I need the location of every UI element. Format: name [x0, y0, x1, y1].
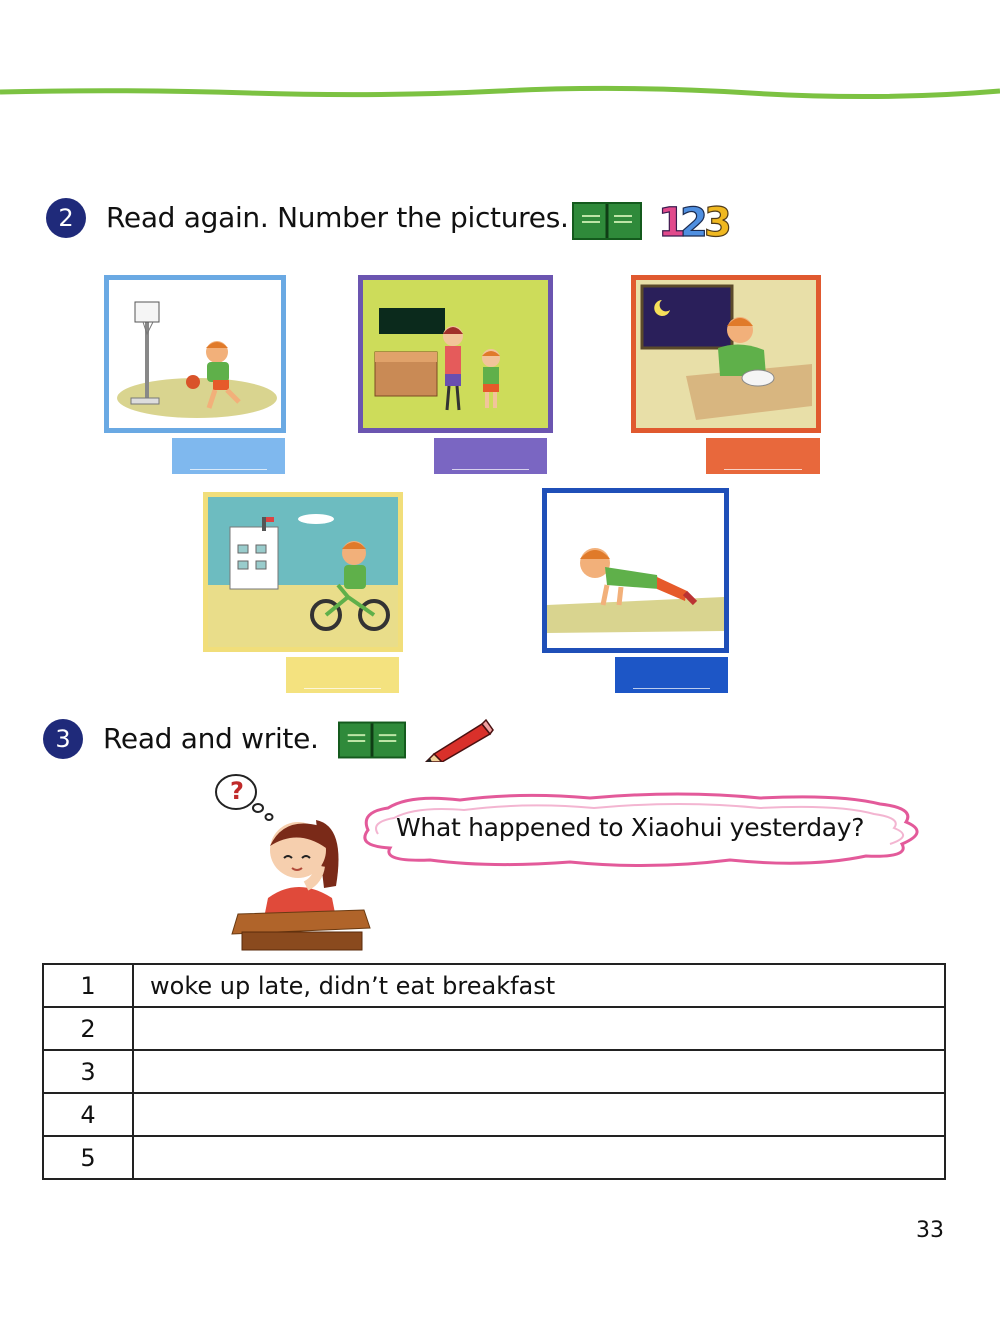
- pencil-icon: [424, 716, 494, 762]
- picture-classroom: [358, 275, 553, 433]
- section-3-number: 3: [43, 719, 83, 759]
- table-row: [43, 964, 945, 1007]
- answer-cell[interactable]: [133, 1050, 945, 1093]
- svg-text:2: 2: [680, 200, 708, 242]
- row-number: 2: [43, 1007, 133, 1050]
- section-2-title: Read again. Number the pictures.: [106, 201, 569, 234]
- number-box-5[interactable]: [615, 657, 728, 693]
- number-box-1[interactable]: [172, 438, 285, 474]
- answer-cell[interactable]: [133, 1093, 945, 1136]
- table-row: [43, 1007, 945, 1050]
- picture-riding-bike: [203, 492, 403, 652]
- top-green-divider: [0, 84, 1000, 100]
- row-number: 4: [43, 1093, 133, 1136]
- page-number: 33: [916, 1218, 944, 1243]
- picture-eating-at-night: [631, 275, 821, 433]
- book-icon: [572, 202, 642, 240]
- book-icon: [338, 721, 406, 759]
- svg-text:1: 1: [658, 200, 686, 242]
- answer-cell[interactable]: [133, 1007, 945, 1050]
- answer-cell[interactable]: woke up late, didn’t eat breakfast: [133, 964, 945, 1007]
- section-2-number: 2: [46, 198, 86, 238]
- number-box-4[interactable]: [286, 657, 399, 693]
- answer-cell[interactable]: [133, 1136, 945, 1179]
- answer-table: [42, 963, 946, 1180]
- number-box-3[interactable]: [706, 438, 820, 474]
- question-mark: ?: [230, 777, 244, 805]
- section-3-title: Read and write.: [103, 722, 319, 755]
- svg-text:3: 3: [704, 200, 732, 242]
- numbers-123-icon: [656, 196, 732, 242]
- number-box-2[interactable]: [434, 438, 547, 474]
- speech-question: What happened to Xiaohui yesterday?: [396, 813, 865, 842]
- table-row: [43, 1093, 945, 1136]
- row-number: 1: [43, 964, 133, 1007]
- row-number: 5: [43, 1136, 133, 1179]
- table-row: [43, 1136, 945, 1179]
- picture-push-ups: [542, 488, 729, 653]
- picture-basketball: [104, 275, 286, 433]
- table-row: [43, 1050, 945, 1093]
- row-number: 3: [43, 1050, 133, 1093]
